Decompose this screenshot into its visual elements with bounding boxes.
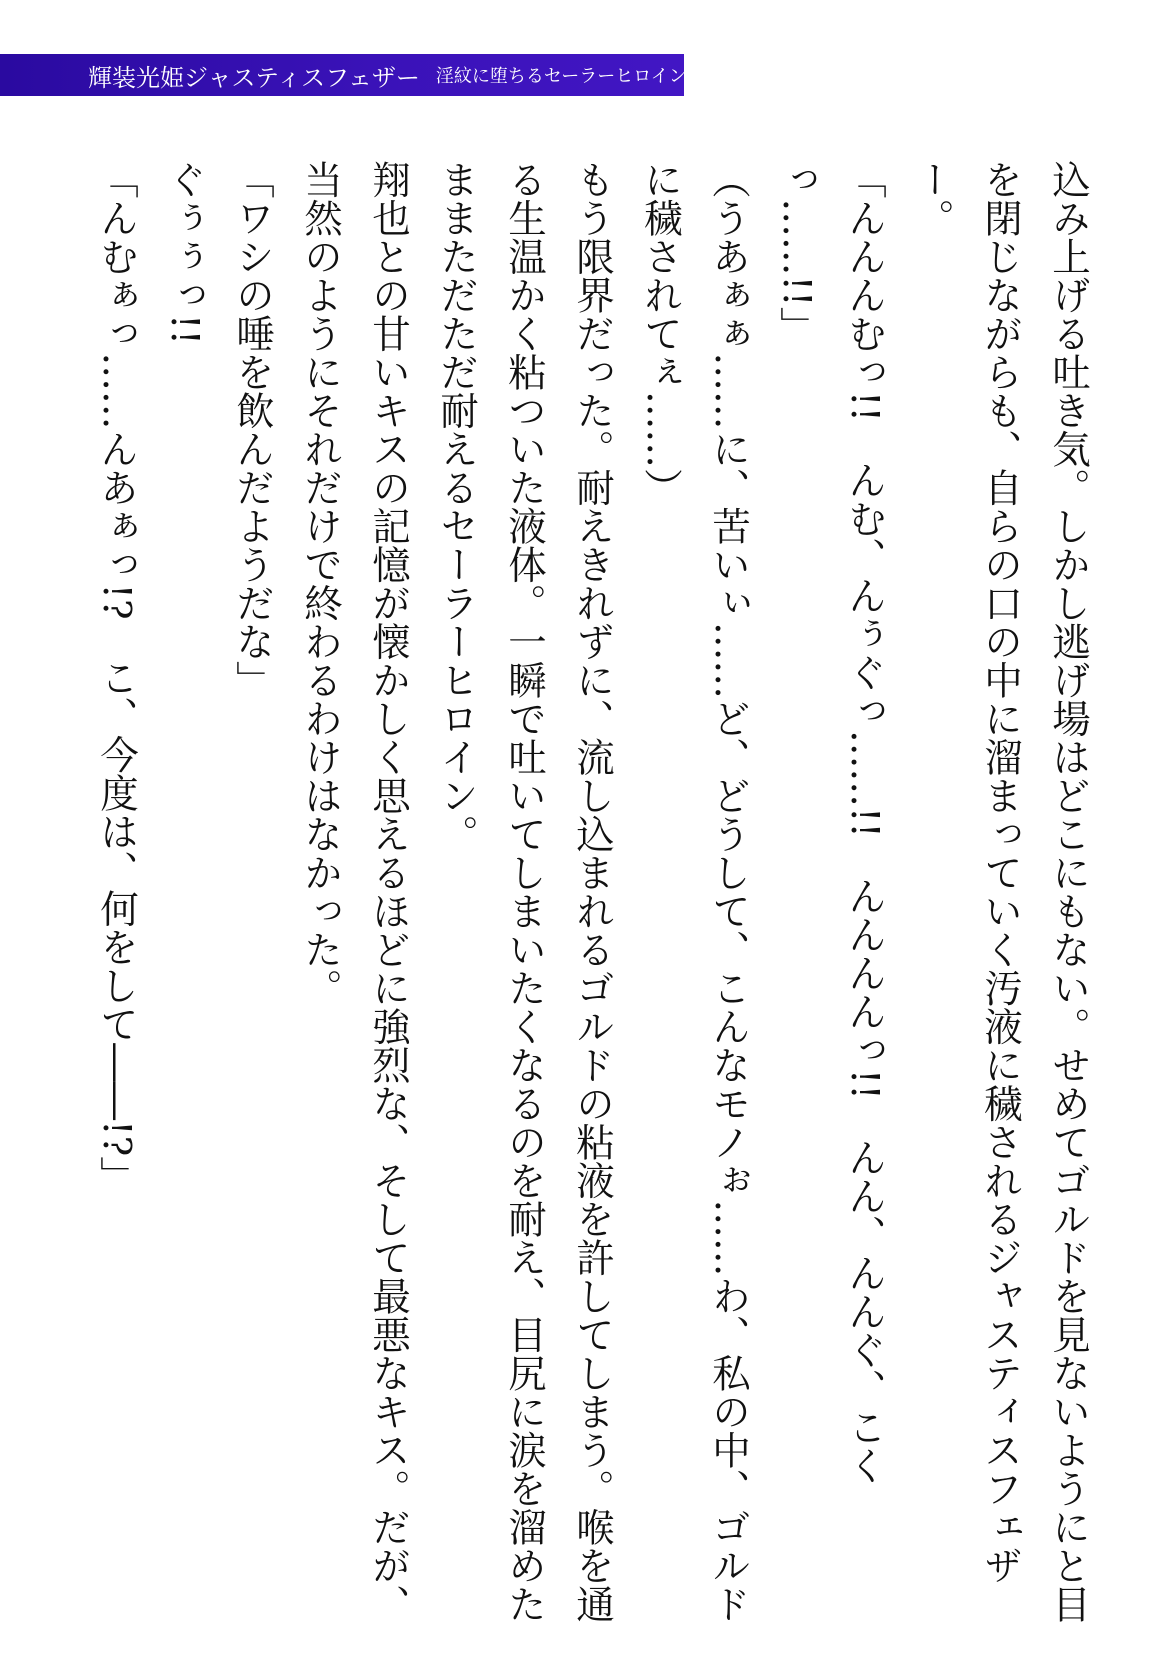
paragraph-7: ぐぅぅっ!! xyxy=(162,160,207,345)
paragraph-3: （うあぁぁ……に、苦いぃ……ど、どうして、こんなモノぉ……わ、私の中、ゴルドに穢されてぇ……） xyxy=(638,160,751,1623)
paragraph-2: 「んんんむっ!! んむ、んぅぐっ……!! んんんんっ!! んん、んんぐ、こくっ……!!」 xyxy=(774,160,887,1485)
paragraph-4: もう限界だった。耐えきれずに、流し込まれるゴルドの粘液を許してしまう。喉を通る生温かく粘ついた液体。一瞬で吐いてしまいたくなるのを耐え、目尻に涙を溜めたままただただ耐えるセーラーヒロイン。 xyxy=(434,160,615,1623)
book-subtitle: 淫紋に堕ちるセーラーヒロイン xyxy=(435,66,687,87)
vertical-body-text xyxy=(82,160,1102,1640)
paragraph-8: 「んむぁっ……んあぁっ!? こ、今度は、何をして――!?」 xyxy=(94,160,139,1195)
paragraph-6: 「ワシの唾を飲んだようだな」 xyxy=(230,160,275,699)
book-title: 輝装光姫ジャスティスフェザー xyxy=(88,63,420,92)
paragraph-5: 翔也との甘いキスの記憶が懐かしく思えるほどに強烈な、そして最悪なキス。だが、当然のようにそれだけで終わるわけはなかった。 xyxy=(298,160,411,1623)
paragraph-1: 込み上げる吐き気。しかし逃げ場はどこにもない。せめてゴルドを見ないようにと目を閉じながらも、自らの口の中に溜まっていく汚液に穢されるジャスティスフェザー。 xyxy=(910,160,1091,1623)
running-header xyxy=(0,54,687,96)
